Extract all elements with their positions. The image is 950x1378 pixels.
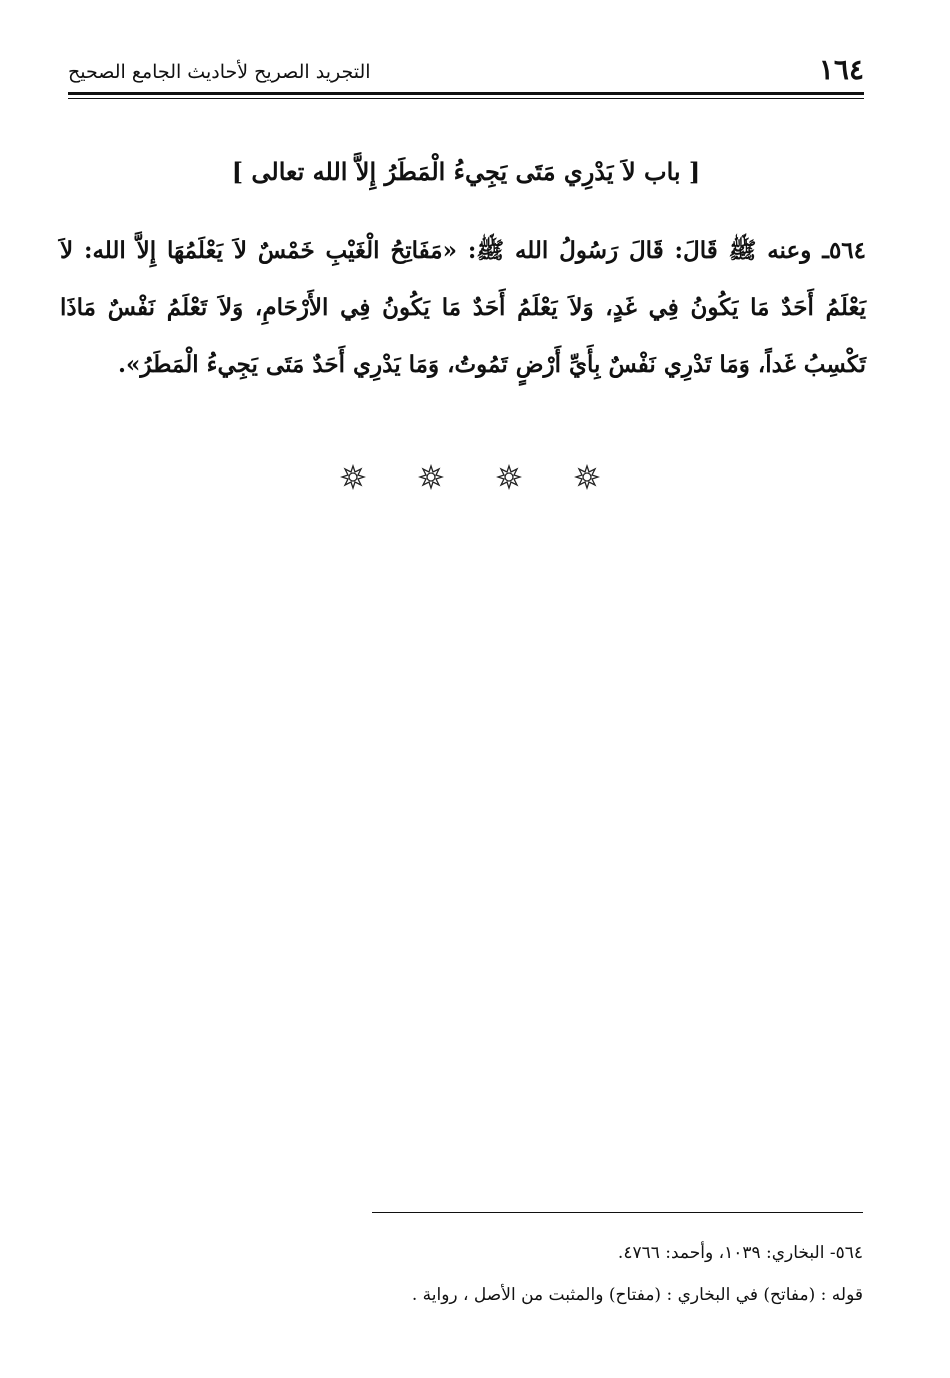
header-rule-thin	[68, 98, 864, 99]
hadith-number: ٥٦٤ـ	[822, 237, 866, 264]
footnotes	[300, 1232, 863, 1316]
hadith-text: وعنه ﷺ قَالَ: قَالَ رَسُولُ الله ﷺ: «مَفَاتِحُ الْغَيْبِ خَمْسٌ لاَ يَعْلَمُهَا إِلاَّ الله: لاَ يَعْلَمُ أَحَدٌ مَا يَكُونُ فِي غَدٍ، وَلاَ يَعْلَمُ أَحَدٌ مَا يَكُونُ فِي الأَرْحَامِ، وَلاَ تَعْلَمُ نَفْسٌ مَاذَا تَكْسِبُ غَداً، وَمَا تَدْرِي نَفْسٌ بِأَيِّ أَرْضٍ تَمُوتُ، وَمَا يَدْرِي أَحَدٌ مَتَى يَجِيءُ الْمَطَرُ».	[60, 237, 866, 378]
eight-point-flower-icon	[496, 464, 522, 490]
eight-point-flower-icon	[574, 464, 600, 490]
header-rule-thick	[68, 92, 864, 95]
eight-point-flower-icon	[340, 464, 366, 490]
hadith-paragraph	[60, 222, 866, 393]
section-ornaments	[340, 462, 600, 492]
footnote-separator	[372, 1212, 863, 1213]
eight-point-flower-icon	[418, 464, 444, 490]
chapter-heading: [ باب لاَ يَدْرِي مَتَى يَجِيءُ الْمَطَرُ إِلاَّ الله تعالى ]	[231, 157, 701, 186]
footnote-source: ٥٦٤- البخاري: ١٠٣٩، وأحمد: ٤٧٦٦.	[617, 1243, 863, 1263]
running-title: التجريد الصريح لأحاديث الجامع الصحيح	[68, 61, 371, 83]
footnote-note: قوله : (مفاتح) في البخاري : (مفتاح) والمثبت من الأصل ، رواية .	[411, 1285, 863, 1305]
page-number: ١٦٤	[818, 53, 864, 86]
page-header	[68, 52, 864, 92]
